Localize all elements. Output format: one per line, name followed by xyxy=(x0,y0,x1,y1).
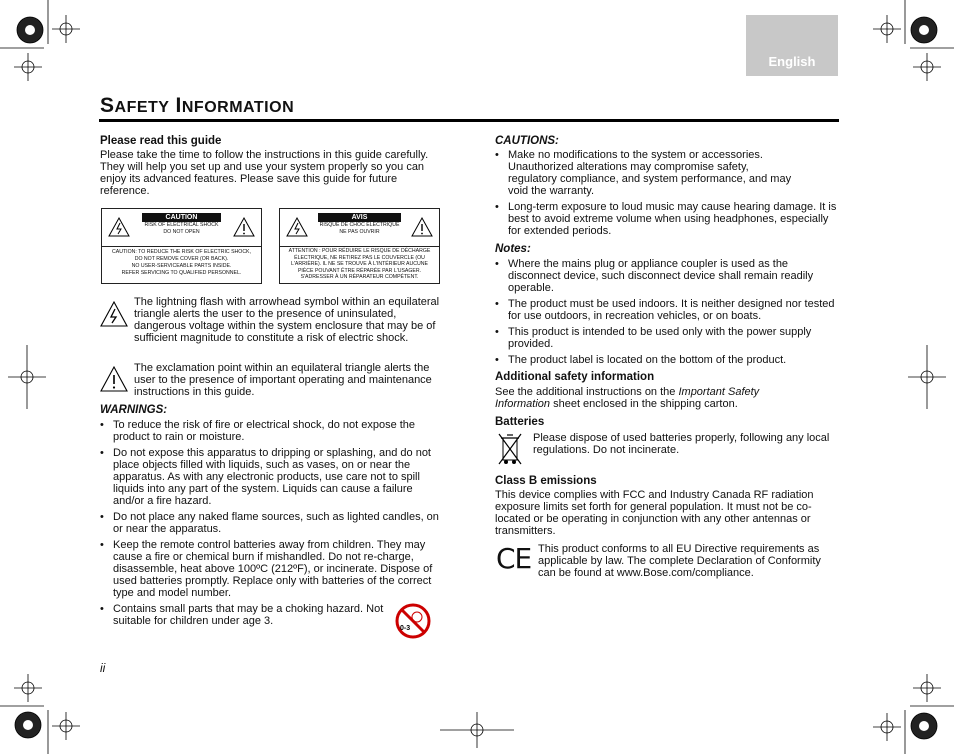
caution-label-english: CAUTION RISK OF ELECTRICAL SHOCK DO NOT OPEN CAUTION: TO REDUCE THE RISK OF ELECTRIC SHOCK, DO NOT REMOVE COVER (OR BACK). NO USER-SERVICEABLE PARTS INSIDE. REFER SERVICING TO QUALIFIED PERSONNEL. xyxy=(101,208,262,284)
list-item: • Do not place any naked flame sources, such as lighted candles, on or near the apparatus. xyxy=(100,511,443,535)
ce-mark-icon: CE xyxy=(496,542,532,575)
crosshair-mark xyxy=(440,712,514,748)
starburst-mark-top-right xyxy=(911,17,937,43)
cautions-list xyxy=(495,149,838,241)
read-guide-text: Please take the time to follow the instructions in this guide carefully. They will help you set up and use your system properly so you can enjoy its advanced features. Please save this guide for future reference. xyxy=(100,149,429,197)
list-item: • Make no modifications to the system or accessories. Unauthorized alterations may compromise safety, regulatory compliance, and system performance, and may void the warranty. xyxy=(495,149,800,197)
lightning-triangle-icon xyxy=(108,216,130,238)
additional-safety-text: See the additional instructions on the Important Safety Information sheet enclosed in the shipping carton. xyxy=(495,386,760,410)
language-tab[interactable] xyxy=(746,15,838,76)
batteries-heading: Batteries xyxy=(495,416,545,428)
crosshair-mark xyxy=(14,674,42,702)
list-item: • This product is intended to be used only with the power supply provided. xyxy=(495,326,838,350)
lightning-triangle-icon xyxy=(286,216,308,238)
crossed-bin-icon xyxy=(497,432,523,468)
batteries-text: Please dispose of used batteries properly, following any local regulations. Do not incinerate. xyxy=(533,432,830,456)
page-title: SAFETY INFORMATION xyxy=(100,94,295,117)
warnings-list xyxy=(100,419,443,631)
avis-label-title: AVIS xyxy=(318,213,401,222)
starburst-mark-bottom-left xyxy=(15,712,41,738)
list-item: • Do not expose this apparatus to dripping or splashing, and do not place objects filled with liquids, such as vases, on or near the apparatus. As with any electronic products, use care not to spill liquids into any part of the system. Liquids can cause a failure and/or a fire hazard. xyxy=(100,447,443,507)
crosshair-mark xyxy=(913,674,941,702)
starburst-mark-top-left xyxy=(17,17,43,43)
choking-badge-text: 0-3 xyxy=(400,625,411,632)
exclamation-triangle-icon xyxy=(100,365,128,393)
page-number: ii xyxy=(100,661,106,675)
list-item: • The product must be used indoors. It is neither designed nor tested for use outdoors, in recreation vehicles, or on boats. xyxy=(495,298,838,322)
notes-list xyxy=(495,258,838,370)
language-tab-label: English xyxy=(768,54,816,69)
crosshair-mark xyxy=(913,53,941,81)
list-item: • Long-term exposure to loud music may cause hearing damage. It is best to avoid extreme volume when using headphones, especially for extended periods. xyxy=(495,201,838,237)
crosshair-mark xyxy=(52,15,80,43)
class-b-text: This device complies with FCC and Industry Canada RF radiation exposure limits set forth for general population. It must not be co-located or be operating in conjunction with any other antennas or transmitters. xyxy=(495,489,814,537)
class-b-heading: Class B emissions xyxy=(495,475,597,487)
caution-label-title: CAUTION xyxy=(142,213,221,222)
list-item: • Where the mains plug or appliance coupler is used as the disconnect device, such disconnect device shall remain readily operable. xyxy=(495,258,838,294)
cautions-heading: CAUTIONS: xyxy=(495,135,559,147)
crosshair-mark xyxy=(14,53,42,81)
additional-safety-heading: Additional safety information xyxy=(495,371,655,383)
read-guide-heading: Please read this guide xyxy=(100,135,222,147)
caution-label-french: AVIS RISQUE DE CHOC ÉLECTRIQUE NE PAS OUVRIR ATTENTION : POUR RÉDUIRE LE RISQUE DE DÉCHARGE ÉLECTRIQUE, NE RETIREZ PAS LE COUVERCLE (OU L'ARRIÈRE). IL NE SE TROUVE À L'INTÉRIEUR AUCUNE PIÈCE POUVANT ÊTRE RÉPARÉE PAR L'USAGER. S'ADRESSER À UN RÉPARATEUR COMPÉTENT. xyxy=(279,208,440,284)
choking-hazard-icon xyxy=(395,603,431,639)
list-item: • The product label is located on the bottom of the product. xyxy=(495,354,838,366)
list-item: • Keep the remote control batteries away from children. They may cause a fire or chemical burn if mishandled. Do not re-charge, disassemble, heat above 100ºC (212ºF), or incinerate. Dispose of used batteries promptly. Replace only with batteries of the correct type and model number. xyxy=(100,539,443,599)
crosshair-mark xyxy=(52,712,80,740)
list-item: • To reduce the risk of fire or electrical shock, do not expose the product to rain or moisture. xyxy=(100,419,443,443)
ce-compliance-text: This product conforms to all EU Directive requirements as applicable by law. The complete Declaration of Conformity can be found at www.Bose.com/compliance. xyxy=(538,543,821,579)
crosshair-mark xyxy=(8,345,46,409)
title-rule xyxy=(99,119,839,122)
exclamation-explanation: The exclamation point within an equilateral triangle alerts the user to the presence of important operating and maintenance instructions in this guide. xyxy=(134,362,432,398)
crosshair-mark xyxy=(873,713,901,741)
warnings-heading: WARNINGS: xyxy=(100,404,168,416)
list-item: • Contains small parts that may be a choking hazard. Not suitable for children under age 3. xyxy=(100,603,385,627)
notes-heading: Notes: xyxy=(495,243,531,255)
exclamation-triangle-icon xyxy=(233,216,255,238)
crosshair-mark xyxy=(873,15,901,43)
crosshair-mark xyxy=(908,345,946,409)
lightning-explanation: The lightning flash with arrowhead symbol within an equilateral triangle alerts the user to the presence of uninsulated, dangerous voltage within the system enclosure that may be of sufficient magnitude to constitute a risk of electric shock. xyxy=(134,296,440,344)
exclamation-triangle-icon xyxy=(411,216,433,238)
lightning-triangle-icon xyxy=(100,300,128,328)
starburst-mark-bottom-right xyxy=(911,713,937,739)
